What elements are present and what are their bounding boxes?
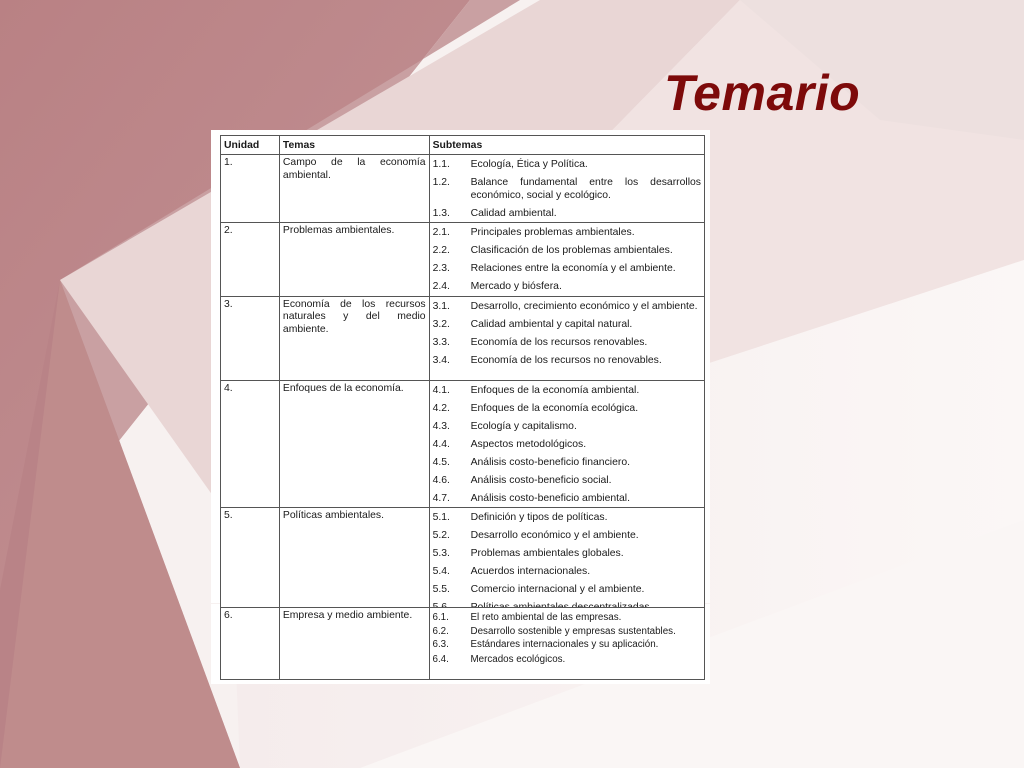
subtopic-item — [433, 337, 701, 350]
unit-topic: Economía de los recursos naturales y del medio ambiente. — [279, 296, 429, 380]
subtopic-number: 1.2. — [432, 177, 450, 188]
subtopic-number: 6.4. — [432, 653, 449, 665]
table-header-row — [221, 136, 705, 155]
subtopic-number: 1.3. — [432, 207, 450, 219]
subtopics-cell — [429, 380, 704, 508]
table-row — [221, 223, 705, 297]
subtopic-item — [433, 385, 701, 398]
subtopic-item — [433, 627, 701, 638]
unit-number: 4. — [221, 380, 280, 508]
subtopic-item — [433, 227, 701, 240]
subtopic-number: 4.2. — [432, 402, 450, 414]
subtopic-item — [433, 177, 701, 202]
subtopic-text: Principales problemas ambientales. — [470, 227, 635, 238]
subtopic-item — [433, 159, 701, 172]
subtopic-item — [433, 281, 701, 294]
unit-topic: Empresa y medio ambiente. — [279, 608, 429, 680]
subtopic-item — [433, 475, 701, 488]
unit-number: 2. — [221, 223, 280, 297]
subtopic-item — [433, 301, 701, 314]
header-temas: Temas — [279, 136, 429, 155]
table-row — [221, 380, 705, 508]
unit-topic: Enfoques de la economía. — [279, 380, 429, 508]
subtopic-number: 6.3. — [432, 639, 449, 650]
subtopic-number: 4.6. — [432, 474, 450, 486]
subtopic-number: 3.1. — [432, 300, 450, 312]
subtopic-text: Desarrollo sostenible y empresas sustentables. — [470, 625, 676, 637]
subtopic-number: 2.3. — [432, 263, 450, 274]
subtopic-item — [433, 319, 701, 332]
subtopic-number: 4.7. — [432, 492, 450, 504]
subtopic-text: Análisis costo-beneficio social. — [470, 474, 612, 486]
subtopic-text: Comercio internacional y el ambiente. — [470, 584, 645, 595]
subtopic-text: Análisis costo-beneficio financiero. — [470, 456, 630, 468]
subtopic-text: Acuerdos internacionales. — [470, 566, 591, 577]
subtopic-number: 6.2. — [432, 625, 449, 637]
subtopic-number: 2.2. — [432, 245, 450, 256]
subtopic-number: 2.1. — [432, 227, 450, 238]
subtopics-cell — [429, 608, 704, 680]
subtopic-number: 6.1. — [432, 612, 449, 623]
table-row — [221, 296, 705, 380]
unit-number: 3. — [221, 296, 280, 380]
subtopic-number: 3.3. — [432, 336, 450, 348]
subtopic-item — [433, 263, 701, 276]
subtopic-text: Aspectos metodológicos. — [470, 438, 587, 450]
subtopic-number: 2.4. — [432, 281, 450, 292]
subtopic-text: Desarrollo, crecimiento económico y el ambiente. — [470, 300, 698, 312]
subtopic-number: 5.2. — [432, 530, 450, 541]
subtopic-text: Relaciones entre la economía y el ambiente. — [470, 263, 676, 274]
subtopic-text: Economía de los recursos renovables. — [470, 336, 648, 348]
subtopic-text: El reto ambiental de las empresas. — [470, 612, 622, 623]
subtopic-text: Mercado y biósfera. — [470, 281, 562, 292]
header-subtemas: Subtemas — [429, 136, 704, 155]
subtopic-text: Ecología y capitalismo. — [470, 420, 577, 432]
subtopic-item — [433, 421, 701, 434]
subtopics-cell — [429, 223, 704, 297]
subtopic-item — [433, 639, 701, 652]
subtopic-text: Balance fundamental entre los desarrollos económico, social y ecológico. — [470, 177, 701, 201]
subtopics-cell — [429, 508, 704, 618]
subtopics-cell — [429, 296, 704, 380]
subtopic-item — [433, 548, 701, 561]
subtopic-item — [433, 493, 701, 506]
header-unidad: Unidad — [221, 136, 280, 155]
subtopic-text: Desarrollo económico y el ambiente. — [470, 530, 639, 541]
unit-topic: Políticas ambientales. — [279, 508, 429, 618]
unit-topic: Problemas ambientales. — [279, 223, 429, 297]
subtopic-item — [433, 512, 701, 525]
subtopic-text: Análisis costo-beneficio ambiental. — [470, 492, 630, 504]
table-row — [221, 608, 705, 680]
unit-number: 1. — [221, 155, 280, 223]
subtopic-item — [433, 403, 701, 416]
subtopic-item — [433, 457, 701, 470]
subtopic-text: Estándares internacionales y su aplicación. — [470, 639, 659, 650]
subtopic-text: Enfoques de la economía ecológica. — [470, 402, 639, 414]
subtopic-number: 4.3. — [432, 420, 450, 432]
subtopic-number: 5.1. — [432, 512, 450, 523]
unit-topic: Campo de la economía ambiental. — [279, 155, 429, 223]
subtopic-item — [433, 566, 701, 579]
subtopic-text: Economía de los recursos no renovables. — [470, 354, 662, 366]
subtopic-item — [433, 355, 701, 368]
unit-number: 5. — [221, 508, 280, 618]
subtopic-number: 3.2. — [432, 318, 450, 330]
subtopic-item — [433, 245, 701, 258]
syllabus-table — [220, 135, 705, 618]
subtopic-number: 4.1. — [432, 384, 450, 396]
subtopic-text: Problemas ambientales globales. — [470, 548, 624, 559]
subtopic-text: Ecología, Ética y Política. — [470, 159, 588, 170]
subtopic-number: 3.4. — [432, 354, 450, 366]
table-row — [221, 155, 705, 223]
slide-title: Temario — [664, 65, 861, 121]
subtopic-text: Calidad ambiental y capital natural. — [470, 318, 633, 330]
subtopic-item — [433, 530, 701, 543]
subtopic-number: 5.4. — [432, 566, 450, 577]
syllabus-table-continued — [220, 607, 705, 680]
subtopic-item — [433, 439, 701, 452]
subtopic-item — [433, 654, 701, 667]
subtopic-number: 4.5. — [432, 456, 450, 468]
unit-number: 6. — [221, 608, 280, 680]
table-row — [221, 508, 705, 618]
subtopic-number: 1.1. — [432, 159, 450, 170]
subtopic-text: Enfoques de la economía ambiental. — [470, 384, 640, 396]
subtopic-text: Clasificación de los problemas ambientales. — [470, 245, 673, 256]
subtopic-item — [433, 208, 701, 221]
subtopic-item — [433, 584, 701, 597]
subtopic-text: Definición y tipos de políticas. — [470, 512, 608, 523]
subtopics-cell — [429, 155, 704, 223]
subtopic-item — [433, 612, 701, 625]
subtopic-number: 5.3. — [432, 548, 450, 559]
subtopic-text: Calidad ambiental. — [470, 207, 557, 219]
subtopic-text: Mercados ecológicos. — [470, 653, 566, 665]
subtopic-number: 5.5. — [432, 584, 450, 595]
subtopic-number: 4.4. — [432, 438, 450, 450]
